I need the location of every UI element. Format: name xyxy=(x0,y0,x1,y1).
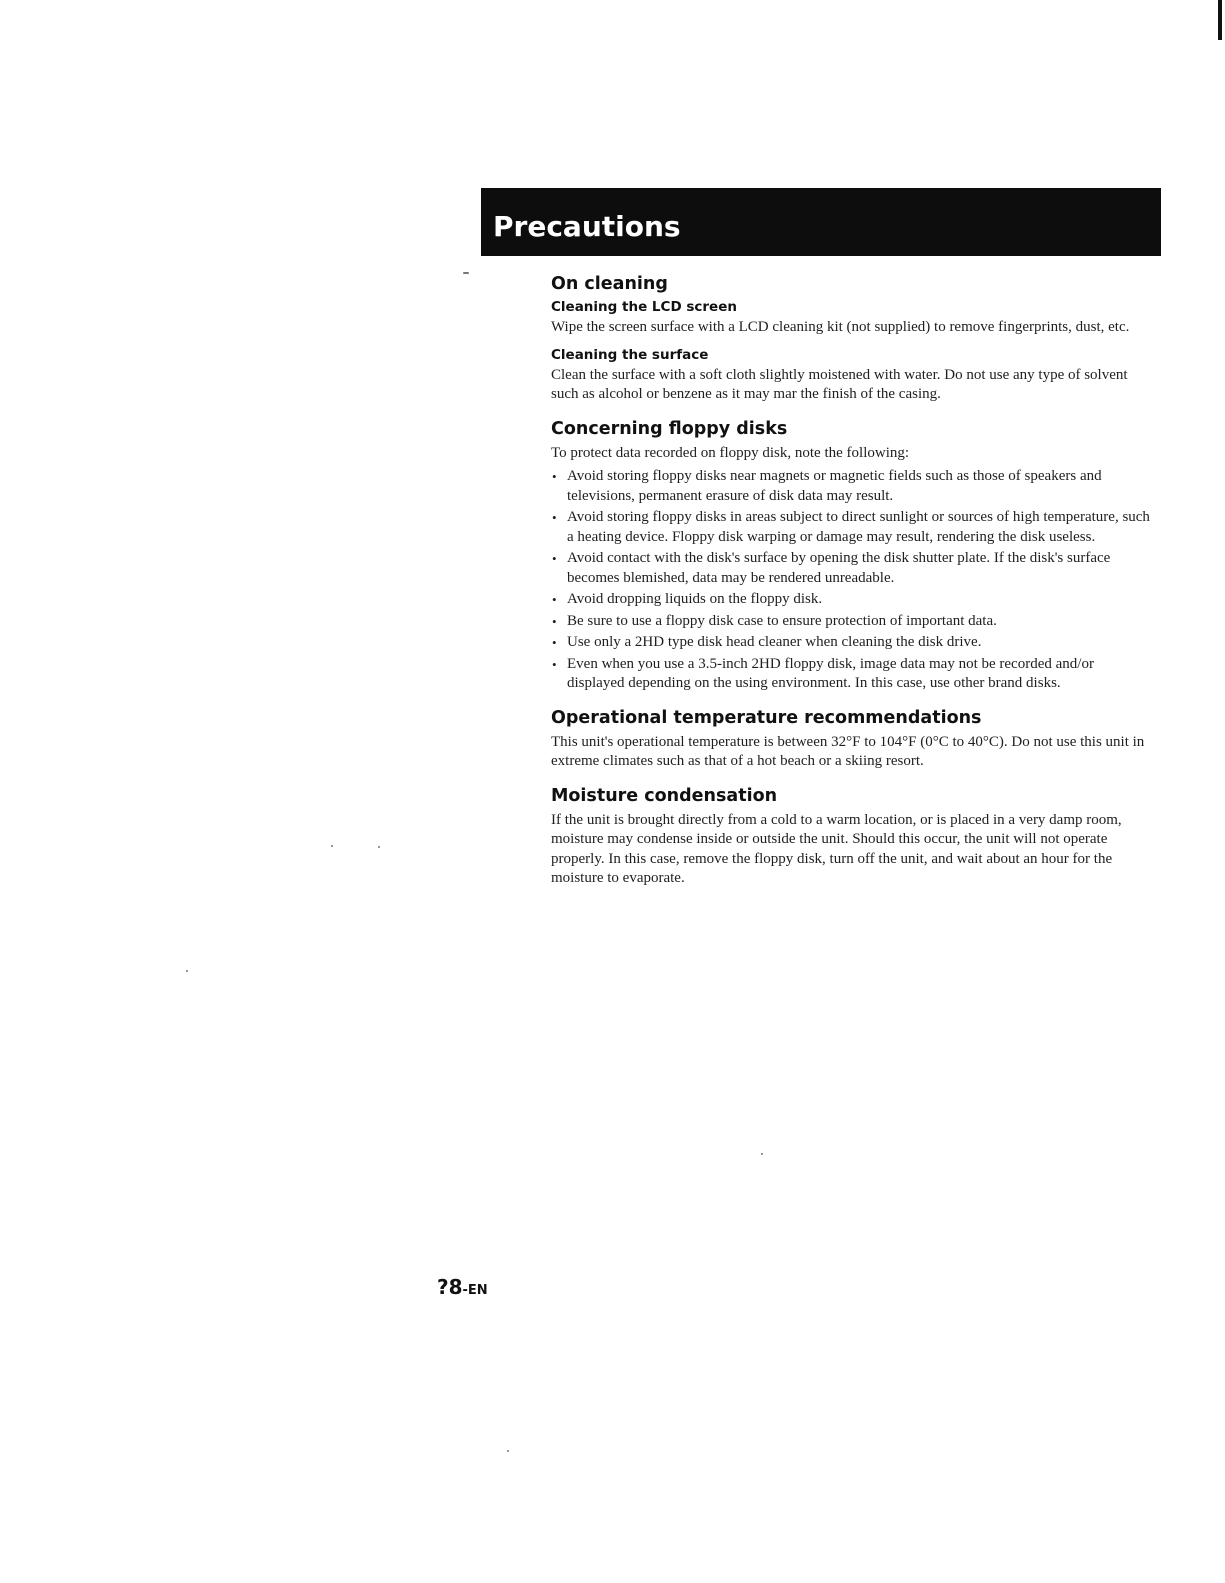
list-item-text: Use only a 2HD type disk head cleaner when cleaning the disk drive. xyxy=(567,634,982,651)
paragraph: Wipe the screen surface with a LCD cleaning kit (not supplied) to remove fingerprints, dust, etc. xyxy=(551,318,1130,335)
paragraph: Clean the surface with a soft cloth slightly moistened with water. Do not use any type of solvent such as alcohol or benzene as it may mar the finish of the casing. xyxy=(551,366,1128,403)
paragraph: To protect data recorded on floppy disk, note the following: xyxy=(551,444,910,461)
list-item xyxy=(551,508,1155,547)
list-item-text: Be sure to use a floppy disk case to ensure protection of important data. xyxy=(567,612,997,629)
subsection-surface xyxy=(551,347,1155,405)
section-heading: On cleaning xyxy=(551,274,668,294)
scan-speck xyxy=(507,1450,509,1452)
subsection-heading: Cleaning the surface xyxy=(551,347,709,364)
bullet-list xyxy=(551,467,1155,694)
section-heading: Concerning floppy disks xyxy=(551,418,788,439)
section-cleaning xyxy=(551,274,1155,405)
bullet-icon: • xyxy=(552,656,557,672)
list-item xyxy=(551,590,1155,610)
list-item-text: Avoid storing floppy disks in areas subject to direct sunlight or sources of high temperature, such a heating device. Floppy disk warping or damage may result, rendering the disk useless. xyxy=(567,509,1150,545)
paragraph: If the unit is brought directly from a cold to a warm location, or is placed in a very damp room, moisture may condense inside or outside the unit. Should this occur, the unit will not operate properly. In this case, remove the floppy disk, turn off the unit, and wait about an hour for the moisture to evaporate. xyxy=(551,811,1122,887)
list-item xyxy=(551,612,1155,632)
bullet-icon: • xyxy=(552,613,557,629)
scan-speck xyxy=(378,846,380,848)
page-number-value: ?8 xyxy=(437,1275,463,1299)
subsection-lcd xyxy=(551,299,1155,337)
list-item xyxy=(551,655,1155,694)
scan-speck xyxy=(186,970,188,972)
title-bar xyxy=(481,188,1161,256)
scan-speck xyxy=(761,1153,763,1155)
page-number xyxy=(437,1275,488,1299)
list-item-text: Avoid dropping liquids on the floppy disk. xyxy=(567,591,823,608)
section-floppy-disks xyxy=(551,419,1155,694)
section-heading: Moisture condensation xyxy=(551,785,778,806)
list-item xyxy=(551,467,1155,506)
scan-speck xyxy=(463,272,469,274)
page-title: Precautions xyxy=(493,210,681,243)
list-item-text: Avoid storing floppy disks near magnets or magnetic fields such as those of speakers and televisions, permanent erasure of disk data may result. xyxy=(567,468,1102,504)
edge-mark xyxy=(1218,0,1222,40)
bullet-icon: • xyxy=(552,635,557,651)
bullet-icon: • xyxy=(552,469,557,485)
subsection-heading: Cleaning the LCD screen xyxy=(551,299,737,315)
section-moisture xyxy=(551,786,1155,889)
bullet-icon: • xyxy=(552,592,557,608)
bullet-icon: • xyxy=(552,510,557,526)
page-number-suffix: -EN xyxy=(462,1283,488,1298)
list-item xyxy=(551,549,1155,588)
section-heading: Operational temperature recommendations xyxy=(551,707,982,728)
list-item-text: Even when you use a 3.5-inch 2HD floppy disk, image data may not be recorded and/or displayed depending on the using environment. In this case, use other brand disks. xyxy=(567,655,1094,692)
paragraph: This unit's operational temperature is between 32°F to 104°F (0°C to 40°C). Do not use this unit in extreme climates such as that of a hot beach or a skiing resort. xyxy=(551,733,1145,770)
bullet-icon: • xyxy=(552,551,557,567)
main-content xyxy=(551,274,1155,903)
section-temperature xyxy=(551,708,1155,772)
list-item-text: Avoid contact with the disk's surface by opening the disk shutter plate. If the disk's surface becomes blemished, data may be rendered unreadable. xyxy=(567,550,1111,586)
list-item xyxy=(551,633,1155,653)
scan-speck xyxy=(331,845,333,847)
